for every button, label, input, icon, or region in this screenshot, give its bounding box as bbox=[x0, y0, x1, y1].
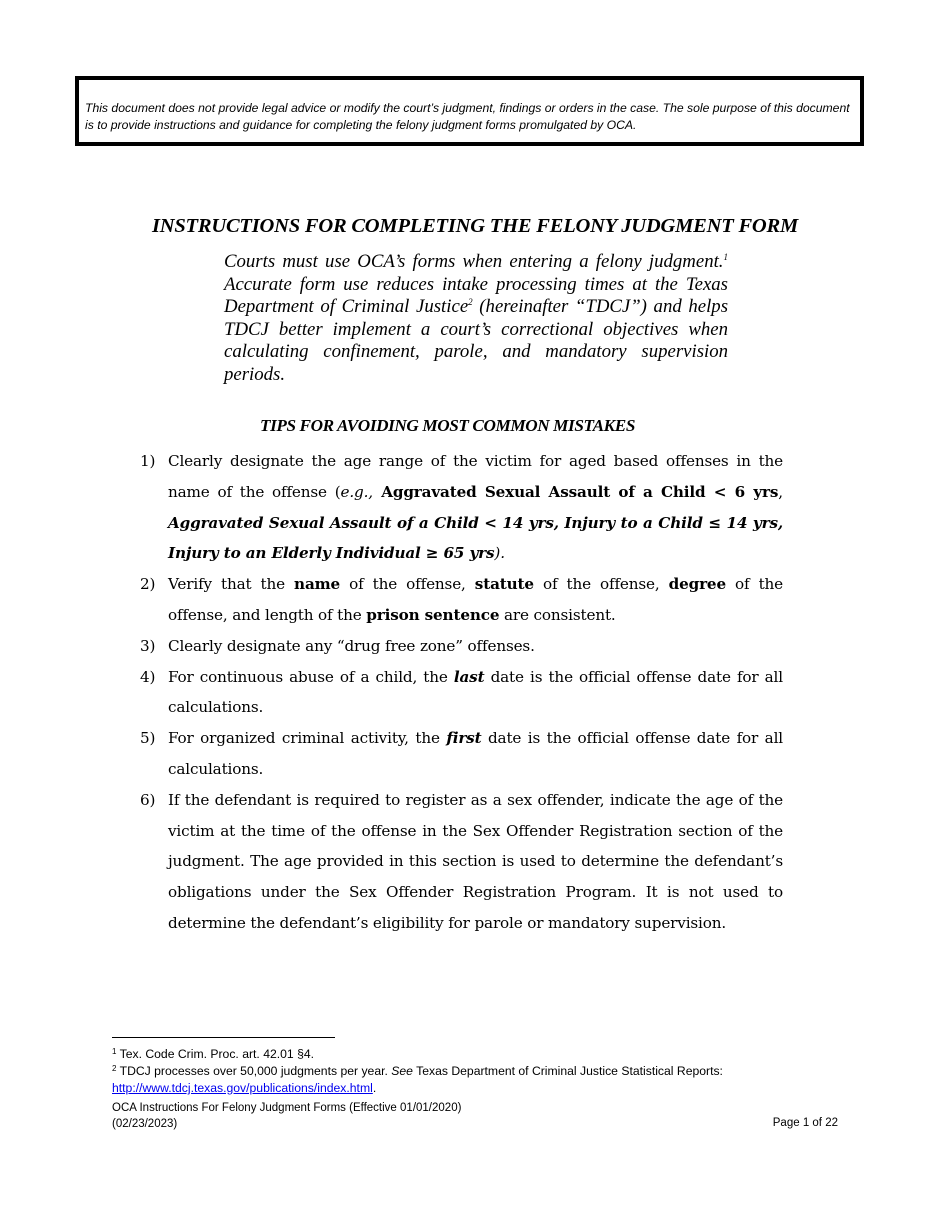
tip-text: Clearly designate any “drug free zone” offenses. bbox=[168, 636, 535, 655]
footnote-see: See bbox=[391, 1064, 413, 1078]
tip-text: date is the official offense date for all calculations. bbox=[168, 729, 783, 778]
page-title: INSTRUCTIONS FOR COMPLETING THE FELONY JUDGMENT FORM bbox=[151, 215, 799, 237]
footnote-ref-1[interactable]: 1 bbox=[723, 252, 728, 262]
footer-doc-date: (02/23/2023) bbox=[112, 1117, 178, 1130]
tip-bold: statute bbox=[474, 575, 534, 594]
tip-bold-italic: last bbox=[453, 667, 485, 686]
tip-text: of the offense, bbox=[533, 575, 669, 594]
tip-bold: degree bbox=[668, 575, 726, 594]
page-number: Page 1 of 22 bbox=[772, 1117, 838, 1129]
footer-doc-title: OCA Instructions For Felony Judgment Forms (Effective 01/01/2020) bbox=[112, 1102, 462, 1114]
tip-text: , bbox=[778, 482, 783, 501]
tip-text: of the offense, bbox=[340, 575, 475, 594]
footnote-2 bbox=[112, 1063, 852, 1097]
footnote-divider bbox=[112, 1037, 335, 1038]
tip-text: For continuous abuse of a child, the bbox=[168, 667, 454, 686]
tip-text: Clearly designate the age range of the victim for aged based offenses in the name of the offense ( bbox=[168, 452, 783, 501]
intro-paragraph bbox=[224, 251, 728, 386]
tip-bold-italic: Aggravated Sexual Assault of a Child < 14 yrs, Injury to a Child ≤ 14 yrs, Injury to an Elderly Individual ≥ 65 yrs bbox=[168, 513, 783, 563]
tip-number: 6) bbox=[140, 790, 156, 809]
disclaimer-box bbox=[75, 76, 864, 146]
tip-bold: prison sentence bbox=[366, 605, 500, 624]
tip-text: Verify that the bbox=[168, 575, 295, 594]
footnote-text: TDCJ processes over 50,000 judgments per year. bbox=[116, 1064, 392, 1078]
tip-item-3 bbox=[140, 631, 783, 662]
tdcj-publications-link[interactable]: http://www.tdcj.texas.gov/publications/index.html bbox=[112, 1081, 373, 1095]
tip-text: If the defendant is required to register as a sex offender, indicate the age of the victim at the time of the offense in the Sex Offender Registration section of the judgment. The age provided in this section is used to determine the defendant’s obligations under the Sex Offender Registration Program. It is not used to determine the defendant’s eligibility for parole or mandatory supervision. bbox=[168, 790, 783, 932]
footnote-number: 2 bbox=[112, 1064, 117, 1073]
footnote-1 bbox=[112, 1046, 852, 1063]
tip-text: ). bbox=[494, 544, 505, 563]
tip-number: 1) bbox=[140, 452, 156, 470]
tip-number: 3) bbox=[140, 636, 156, 655]
tip-number: 5) bbox=[140, 729, 156, 748]
tip-text: date is the official offense date for all calculations. bbox=[168, 667, 783, 717]
tip-text: For organized criminal activity, the bbox=[168, 729, 447, 748]
intro-text-2: Accurate form use reduces intake processing times at the Texas Department of Criminal Justice bbox=[224, 273, 728, 317]
footer-left bbox=[112, 1101, 461, 1132]
tip-item-4 bbox=[140, 662, 783, 724]
tip-item-5 bbox=[140, 723, 783, 785]
tip-eg: e.g., bbox=[340, 482, 373, 501]
footnote-text: Texas Department of Criminal Justice Statistical Reports: bbox=[412, 1064, 723, 1078]
disclaimer-text: This document does not provide legal advice or modify the court’s judgment, findings or orders in the case. The sole purpose of this document is to provide instructions and guidance for completing the felony judgment forms promulgated by OCA. bbox=[85, 101, 850, 132]
tip-item-2 bbox=[140, 569, 783, 631]
tip-bold: Aggravated Sexual Assault of a Child < 6 yrs bbox=[372, 482, 779, 501]
intro-text-1: Courts must use OCA’s forms when entering a felony judgment. bbox=[224, 251, 724, 272]
tip-item-6 bbox=[140, 785, 783, 939]
tips-heading: TIPS FOR AVOIDING MOST COMMON MISTAKES bbox=[260, 416, 635, 435]
footnotes bbox=[112, 1046, 852, 1097]
tip-item-1 bbox=[140, 446, 783, 569]
footnote-ref-2[interactable]: 2 bbox=[468, 297, 473, 307]
footnote-text: . bbox=[372, 1081, 377, 1095]
footnote-text: Tex. Code Crim. Proc. art. 42.01 §4. bbox=[116, 1047, 315, 1061]
tip-bold-italic: first bbox=[446, 729, 482, 748]
intro-text-3: (hereinafter “TDCJ”) and helps TDCJ better implement a court’s correctional objectives when calculating confinement, parole, and mandatory supervision periods. bbox=[224, 296, 728, 385]
footnote-number: 1 bbox=[112, 1047, 117, 1056]
tip-number: 4) bbox=[140, 667, 156, 686]
tip-bold: name bbox=[294, 575, 341, 594]
tip-text: are consistent. bbox=[499, 605, 616, 624]
tip-number: 2) bbox=[140, 575, 156, 594]
tip-text: of the offense, and length of the bbox=[168, 575, 783, 624]
tips-list bbox=[140, 446, 783, 939]
